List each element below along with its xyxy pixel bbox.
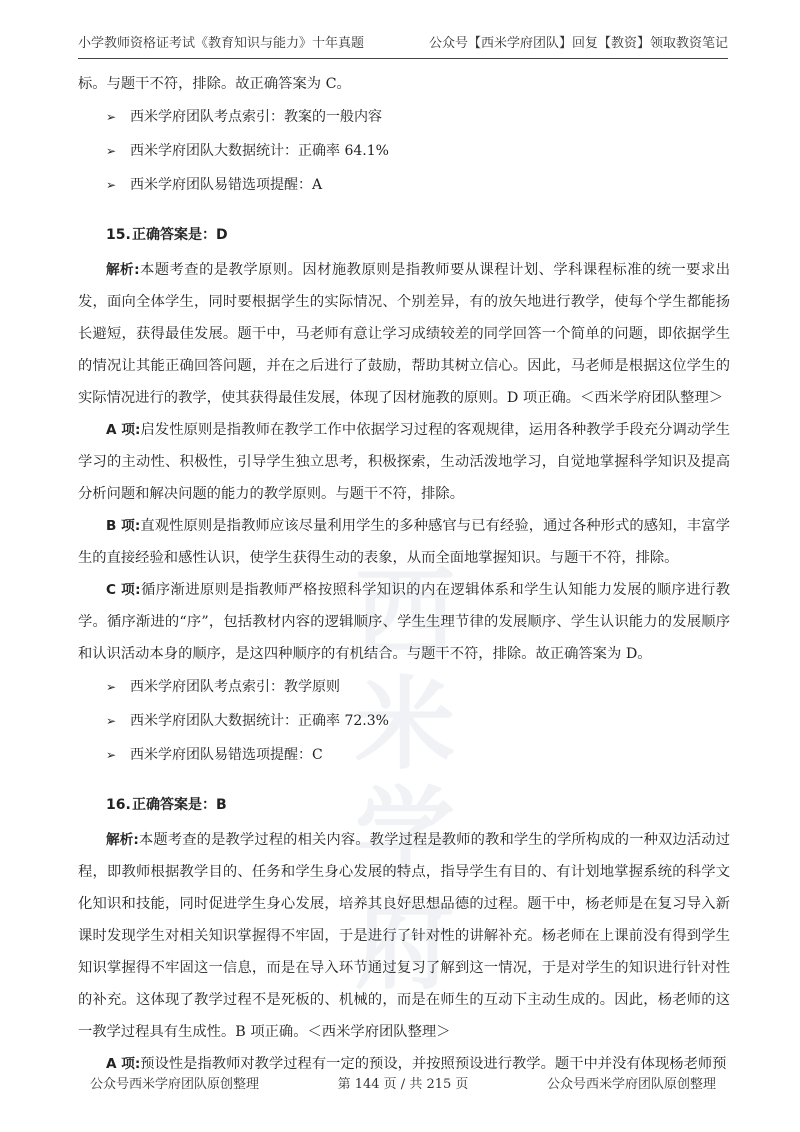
page-header: [78, 30, 728, 59]
page-content: [78, 68, 730, 1080]
question-16-analysis: 解析:本题考查的是教学过程的相关内容。教学过程是教师的教和学生的学所构成的一种双边活动过程，即教师根据教学目的、任务和学生身心发展的特点，指导学生有目的、有计划地掌握系统的科学文化知识和技能，同时促进学生身心发展，培养其良好思想品德的过程。题干中，杨老师是在复习导入新课时发现学生对相关知识掌握得不牢固，于是进行了针对性的讲解补充。杨老师在上课前没有得到学生知识掌握得不牢固这一信息，而是在导入环节通过复习了解到这一情况，于是对学生的知识进行针对性的补充。这体现了教学过程不是死板的、机械的，而是在师生的互动下主动生成的。因此，杨老师的这一教学过程具有生成性。B 项正确。＜西米学府团队整理＞: [78, 832, 731, 1040]
arrow-bullet-icon: ➢: [106, 144, 117, 158]
arrow-bullet-icon: ➢: [106, 714, 117, 728]
arrow-bullet-icon: ➢: [106, 178, 117, 192]
list-item: ➢ 西米学府团队易错选项提醒：A: [106, 168, 730, 202]
header-promo: 公众号【西米学府团队】回复【教资】领取教资笔记: [428, 36, 728, 51]
arrow-bullet-icon: ➢: [106, 110, 117, 124]
header-title: 小学教师资格证考试《教育知识与能力》十年真题: [78, 36, 365, 51]
list-item: ➢ 西米学府团队大数据统计：正确率 64.1%: [106, 134, 730, 168]
list-item: ➢ 西米学府团队大数据统计：正确率 72.3%: [106, 704, 730, 738]
page-number: 第 144 页 / 共 215 页: [337, 1077, 469, 1092]
footer-right-credit: 公众号西米学府团队原创整理: [546, 1077, 716, 1092]
page-footer: [78, 1073, 728, 1097]
question-15-heading: 15.正确答案是：D: [106, 227, 228, 243]
carryover-paragraph: 标。与题干不符，排除。故正确答案为 C。: [78, 76, 351, 92]
list-item: ➢ 西米学府团队易错选项提醒：C: [106, 738, 730, 772]
question-15-option-b: B 项:直观性原则是指教师应该尽量利用学生的多种感官与已有经验，通过各种形式的感知，丰富学生的直接经验和感性认识，使学生获得生动的表象，从而全面地掌握知识。与题干不符，排除。: [78, 518, 730, 566]
arrow-bullet-icon: ➢: [106, 680, 117, 694]
footer-left-credit: 公众号西米学府团队原创整理: [90, 1077, 260, 1092]
list-item: ➢ 西米学府团队考点索引：教学原则: [106, 670, 730, 704]
question-16-heading: 16.正确答案是：B: [106, 797, 227, 813]
watermark: 西米学府: [355, 556, 455, 1003]
question-15-option-c: C 项:循序渐进原则是指教师严格按照科学知识的内在逻辑体系和学生认知能力发展的顺序进行教学。循序渐进的“序”，包括教材内容的逻辑顺序、学生生理节律的发展顺序、学生认识能力的发展顺序和认识活动本身的顺序，是这四种顺序的有机结合。与题干不符，排除。故正确答案为 D。: [78, 582, 730, 662]
arrow-bullet-icon: ➢: [106, 748, 117, 762]
question-15-analysis: 解析:本题考查的是教学原则。因材施教原则是指教师要从课程计划、学科课程标准的统一要求出发，面向全体学生，同时要根据学生的实际情况、个别差异，有的放矢地进行教学，使每个学生都能扬长避短，获得最佳发展。题干中，马老师有意让学习成绩较差的同学回答一个简单的问题，即依据学生的情况让其能正确回答问题，并在之后进行了鼓励，帮助其树立信心。因此，马老师是根据这位学生的实际情况进行的教学，使其获得最佳发展，体现了因材施教的原则。D 项正确。＜西米学府团队整理＞: [78, 262, 731, 406]
list-item: ➢ 西米学府团队考点索引：教案的一般内容: [106, 100, 730, 134]
question-15-option-a: A 项:启发性原则是指教师在教学工作中依据学习过程的客观规律，运用各种教学手段充分调动学生学习的主动性、积极性，引导学生独立思考，积极探索，生动活泼地学习，自觉地掌握科学知识及提高分析问题和解决问题的能力的教学原则。与题干不符，排除。: [78, 422, 730, 502]
question-16-option-a: A 项:预设性是指教师对教学过程有一定的预设，并按照预设进行教学。题干中并没有体现杨老师预: [106, 1056, 727, 1072]
